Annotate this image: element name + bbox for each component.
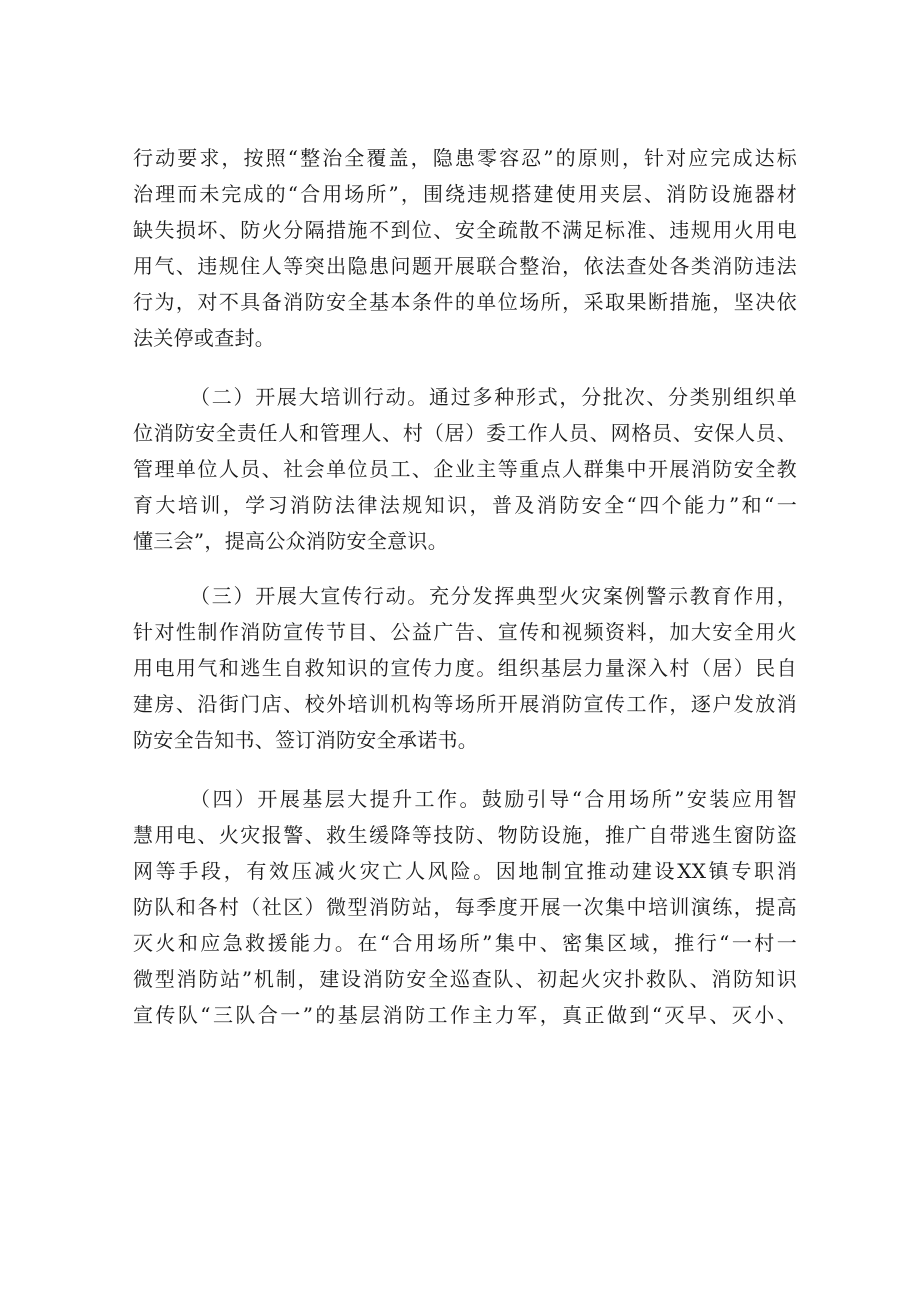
text-line: 防安全告知书、签订消防安全承诺书。 [133,728,479,752]
text-line: 育大培训，学习消防法律法规知识，普及消防安全“四个能力”和“一 [133,493,797,517]
text-line: 用电用气和逃生自救知识的宣传力度。组织基层力量深入村（居）民自 [133,656,797,680]
text-line: 慧用电、火灾报警、救生缓降等技防、物防设施，推广自带逃生窗防盗 [133,823,797,847]
text-line: 建房、沿街门店、校外培训机构等场所开展消防宣传工作，逐户发放消 [133,692,797,716]
text-line: 缺失损坏、防火分隔措施不到位、安全疏散不满足标准、违规用火用电 [133,218,797,242]
text-line: 防队和各村（社区）微型消防站，每季度开展一次集中培训演练，提高 [133,895,797,919]
text-line: 懂三会”，提高公众消防安全意识。 [133,529,449,553]
text-line: 行为，对不具备消防安全基本条件的单位场所，采取果断措施，坚决依 [133,290,797,314]
text-line: 用气、违规住人等突出隐患问题开展联合整治，依法查处各类消防违法 [133,254,797,278]
text-line: 宣传队“三队合一”的基层消防工作主力军，真正做到“灭早、灭小、 [133,1003,797,1027]
text-line: 法关停或查封。 [133,326,276,350]
text-line: （四）开展基层大提升工作。鼓励引导“合用场所”安装应用智 [190,787,797,811]
text-line: 治理而未完成的“合用场所”，围绕违规搭建使用夹层、消防设施器材 [133,182,797,206]
text-line: （三）开展大宣传行动。充分发挥典型火灾案例警示教育作用， [190,584,797,608]
text-line: 行动要求，按照“整治全覆盖，隐患零容忍”的原则，针对应完成达标 [133,146,797,170]
text-line: 管理单位人员、社会单位员工、企业主等重点人群集中开展消防安全教 [133,457,797,481]
text-line: 网等手段，有效压减火灾亡人风险。因地制宜推动建设XX镇专职消 [133,859,797,883]
text-line: （二）开展大培训行动。通过多种形式，分批次、分类别组织单 [190,385,797,409]
text-line: 针对性制作消防宣传节目、公益广告、宣传和视频资料，加大安全用火 [133,620,797,644]
text-line: 微型消防站”机制，建设消防安全巡查队、初起火灾扑救队、消防知识 [133,967,797,991]
text-line: 位消防安全责任人和管理人、村（居）委工作人员、网格员、安保人员、 [133,421,797,445]
text-line: 灭火和应急救援能力。在“合用场所”集中、密集区域，推行“一村一 [133,931,797,955]
